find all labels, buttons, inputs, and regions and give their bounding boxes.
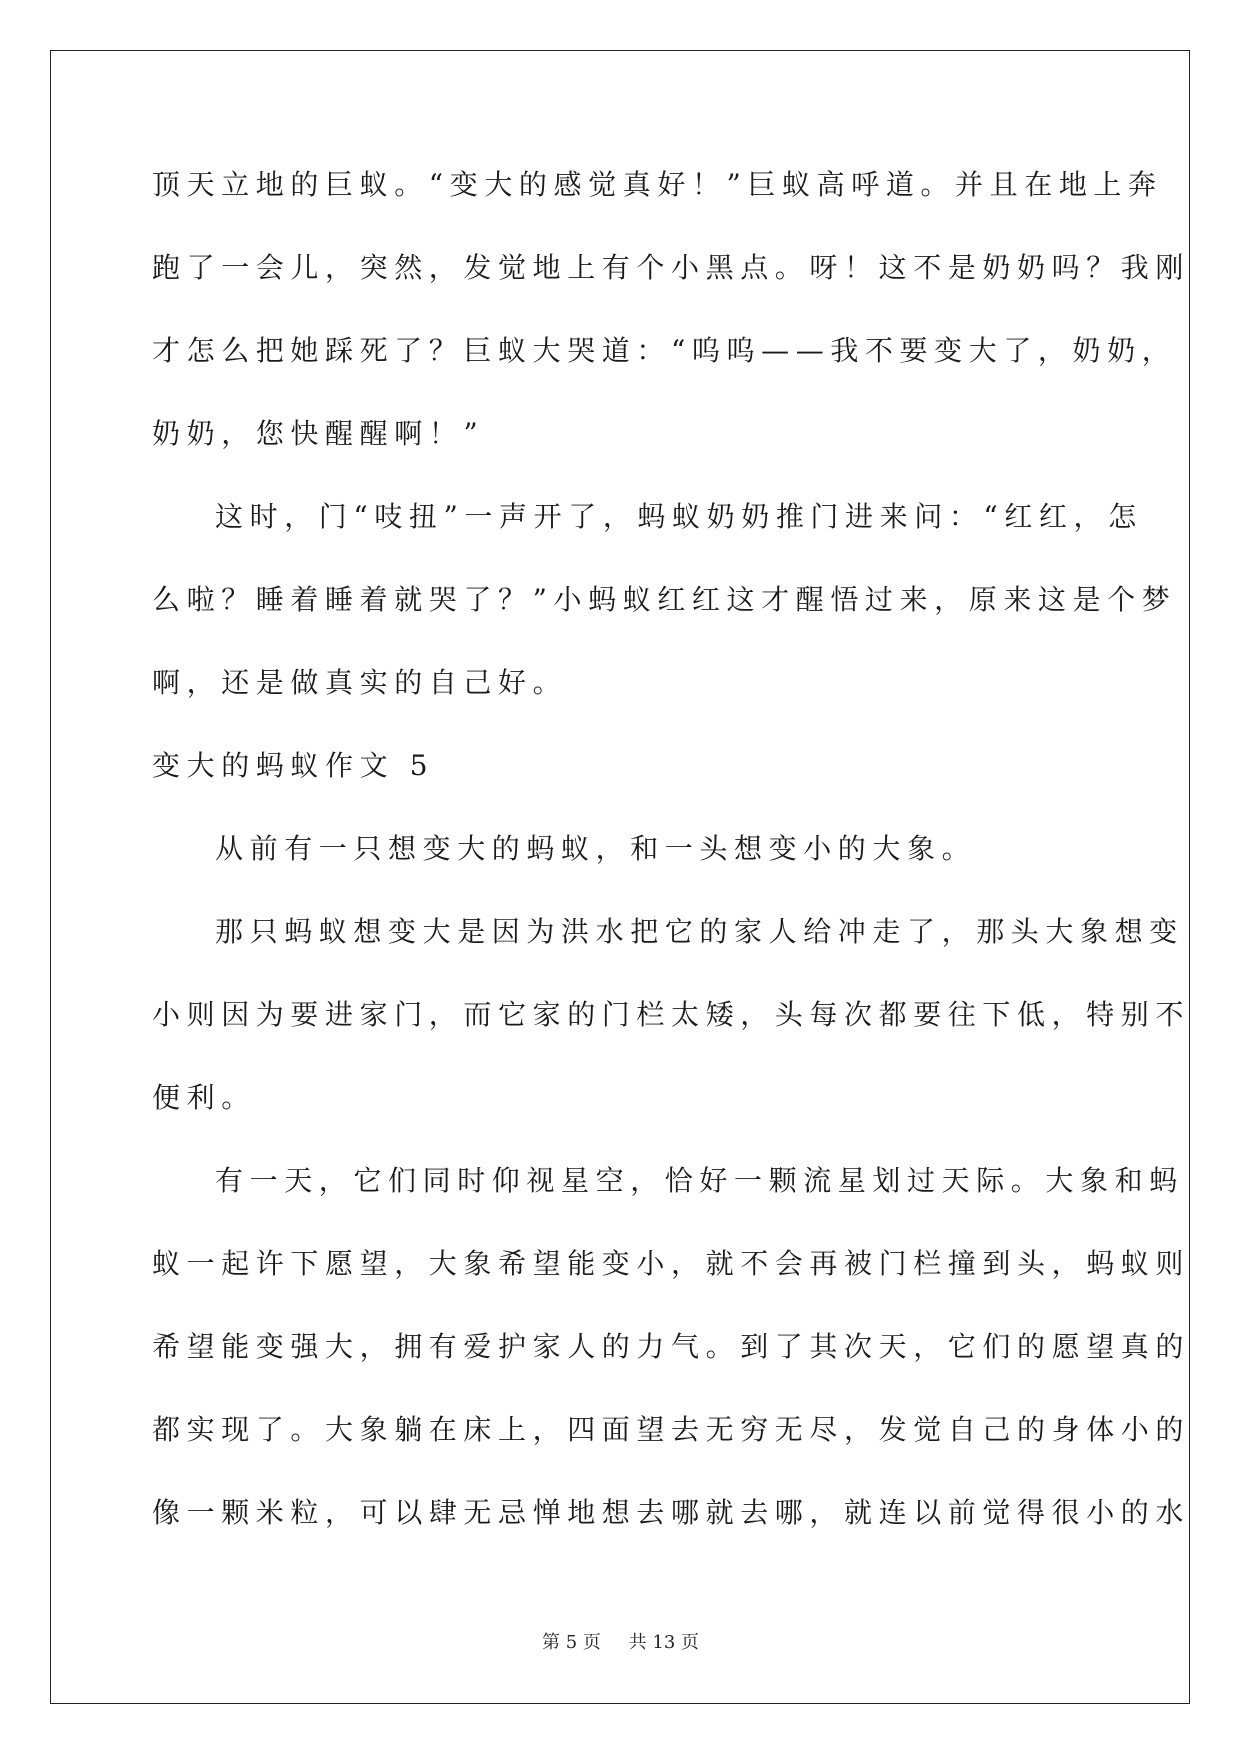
text-line: 希望能变强大，拥有爱护家人的力气。到了其次天，它们的愿望真的 (152, 1330, 1191, 1363)
page-footer (0, 1628, 1241, 1654)
paragraph-start-line: 这时，门“吱扭”一声开了，蚂蚁奶奶推门进来问：“红红，怎 (215, 500, 1143, 533)
document-body (152, 160, 1191, 1571)
paragraph-start-line: 从前有一只想变大的蚂蚁，和一头想变小的大象。 (215, 832, 977, 865)
paragraph-start-line: 那只蚂蚁想变大是因为洪水把它的家人给冲走了，那头大象想变 (215, 915, 1184, 948)
text-line: 像一颗米粒，可以肆无忌惮地想去哪就去哪，就连以前觉得很小的水 (152, 1496, 1191, 1529)
text-line: 才怎么把她踩死了？巨蚁大哭道：“呜呜——我不要变大了，奶奶， (152, 334, 1177, 367)
text-line: 蚁一起许下愿望，大象希望能变小，就不会再被门栏撞到头，蚂蚁则 (152, 1247, 1191, 1280)
text-line: 便利。 (152, 1081, 256, 1114)
text-line: 奶奶，您快醒醒啊！” (152, 417, 485, 450)
text-line: 都实现了。大象躺在床上，四面望去无穷无尽，发觉自己的身体小的 (152, 1413, 1191, 1446)
text-line: 小则因为要进家门，而它家的门栏太矮，头每次都要往下低，特别不 (152, 998, 1191, 1031)
text-line: 跑了一会儿，突然，发觉地上有个小黑点。呀！这不是奶奶吗？我刚 (152, 251, 1191, 284)
text-line: 么啦？睡着睡着就哭了？”小蚂蚁红红这才醒悟过来，原来这是个梦 (152, 583, 1177, 616)
paragraph-start-line: 有一天，它们同时仰视星空，恰好一颗流星划过天际。大象和蚂 (215, 1164, 1184, 1197)
page-number: 第 5 页 (542, 1632, 601, 1653)
section-heading: 变大的蚂蚁作文 5 (152, 749, 435, 782)
page-total: 共 13 页 (628, 1632, 699, 1653)
text-line: 啊，还是做真实的自己好。 (152, 666, 568, 699)
text-line: 顶天立地的巨蚁。“变大的感觉真好！”巨蚁高呼道。并且在地上奔 (152, 168, 1163, 201)
